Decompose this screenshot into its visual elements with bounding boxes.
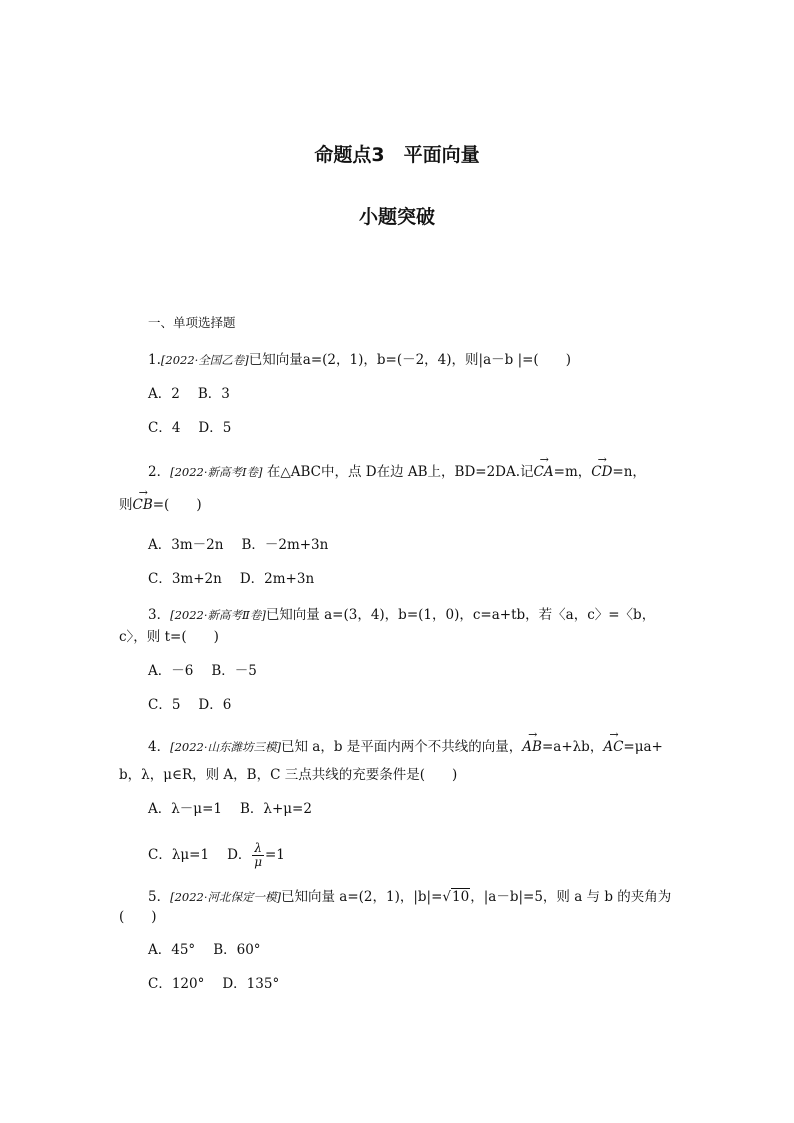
options-row: [148, 419, 231, 437]
question-text: 已知向量a=(2，1)，b=(－2，4)，则|a－b |=( ): [248, 352, 571, 368]
options-row: [148, 941, 261, 959]
option-b[interactable]: B．－5: [211, 663, 257, 679]
question-source: [2022·新高考Ⅱ卷]: [170, 608, 266, 622]
option-a[interactable]: A．2: [148, 386, 180, 402]
page-title: 命题点3 平面向量: [314, 144, 480, 166]
option-d[interactable]: D． $\frac{\lambda}{\mu}$ =1: [227, 841, 285, 869]
question-source: [2022·全国乙卷]: [160, 353, 249, 367]
fraction: $\frac{\lambda}{\mu}$: [254, 841, 263, 869]
question-3-cont: [119, 628, 219, 646]
options-row: [148, 570, 314, 588]
question-4-cont: [119, 766, 457, 784]
option-b[interactable]: B．3: [197, 386, 230, 402]
option-d[interactable]: D．2m+3n: [239, 571, 315, 587]
question-text: 已知 a，b 是平面内两个不共线的向量，: [281, 739, 523, 755]
option-b[interactable]: B．λ+μ=2: [239, 801, 312, 817]
vector-ac: → AC: [603, 738, 623, 756]
question-text: b，λ，μ∈R，则 A，B，C 三点共线的充要条件是( ): [119, 767, 458, 783]
question-source: [2022·山东潍坊三模]: [170, 740, 281, 754]
options-row: [148, 975, 279, 993]
question-text: =m，: [553, 464, 592, 480]
question-text: c〉，则 t=( ): [119, 629, 219, 645]
option-c[interactable]: C．λμ=1: [148, 847, 210, 863]
question-5-cont: [119, 908, 157, 926]
vector-ab: → AB: [522, 738, 542, 756]
vector-cd: → CD: [591, 463, 612, 481]
question-source: [2022·河北保定一模]: [170, 890, 281, 904]
options-row: [148, 385, 230, 403]
question-text: 则: [119, 497, 133, 513]
options-row: [148, 800, 312, 818]
question-number: 3．: [148, 607, 171, 623]
question-text: =μa+: [623, 739, 663, 755]
options-row: [148, 696, 231, 714]
question-3: [148, 606, 655, 624]
option-c[interactable]: C．120°: [148, 976, 205, 992]
options-row: [148, 536, 328, 554]
section-heading: 一、单项选择题: [148, 315, 236, 330]
question-5: [148, 888, 671, 906]
option-b[interactable]: B．60°: [213, 942, 261, 958]
question-1: [148, 351, 571, 369]
question-text: =n，: [612, 464, 646, 480]
option-d[interactable]: D．5: [198, 420, 232, 436]
sqrt-icon: √: [442, 889, 452, 905]
question-number: 5．: [148, 889, 171, 905]
question-number: 1.: [148, 352, 161, 368]
option-a[interactable]: A．λ－μ=1: [148, 801, 222, 817]
option-c[interactable]: C．5: [148, 697, 181, 713]
option-c[interactable]: C．3m+2n: [148, 571, 222, 587]
options-row: [148, 662, 257, 680]
question-text: =( ): [152, 497, 202, 513]
question-number: 4．: [148, 739, 171, 755]
option-a[interactable]: A．－6: [148, 663, 194, 679]
question-4: [148, 738, 663, 756]
option-b[interactable]: B．－2m+3n: [241, 537, 329, 553]
vector-ca: → CA: [534, 463, 554, 481]
question-text: ( ): [119, 909, 157, 925]
sqrt-radicand: 10: [452, 889, 470, 905]
question-text: 在△ABC中，点 D在边 AB上，BD=2DA.记: [262, 464, 534, 480]
options-row: [148, 842, 285, 869]
question-2: [148, 463, 646, 481]
option-a[interactable]: A．45°: [148, 942, 196, 958]
option-d[interactable]: D．6: [198, 697, 232, 713]
question-text: 已知向量 a=(3，4)，b=(1，0)，c=a+tb，若〈a，c〉=〈b，: [265, 607, 656, 623]
question-source: [2022·新高考Ⅰ卷]: [170, 465, 263, 479]
question-text: ，|a－b|=5，则 a 与 b 的夹角为: [470, 889, 672, 905]
question-2-cont: [119, 496, 202, 514]
question-text: 已知向量 a=(2，1)，|b|=: [281, 889, 443, 905]
page-subtitle: 小题突破: [358, 206, 435, 228]
vector-cb: → CB: [133, 496, 153, 514]
option-a[interactable]: A．3m－2n: [148, 537, 224, 553]
option-c[interactable]: C．4: [148, 420, 181, 436]
question-number: 2．: [148, 464, 171, 480]
option-d[interactable]: D．135°: [222, 976, 280, 992]
question-text: =a+λb，: [541, 739, 604, 755]
